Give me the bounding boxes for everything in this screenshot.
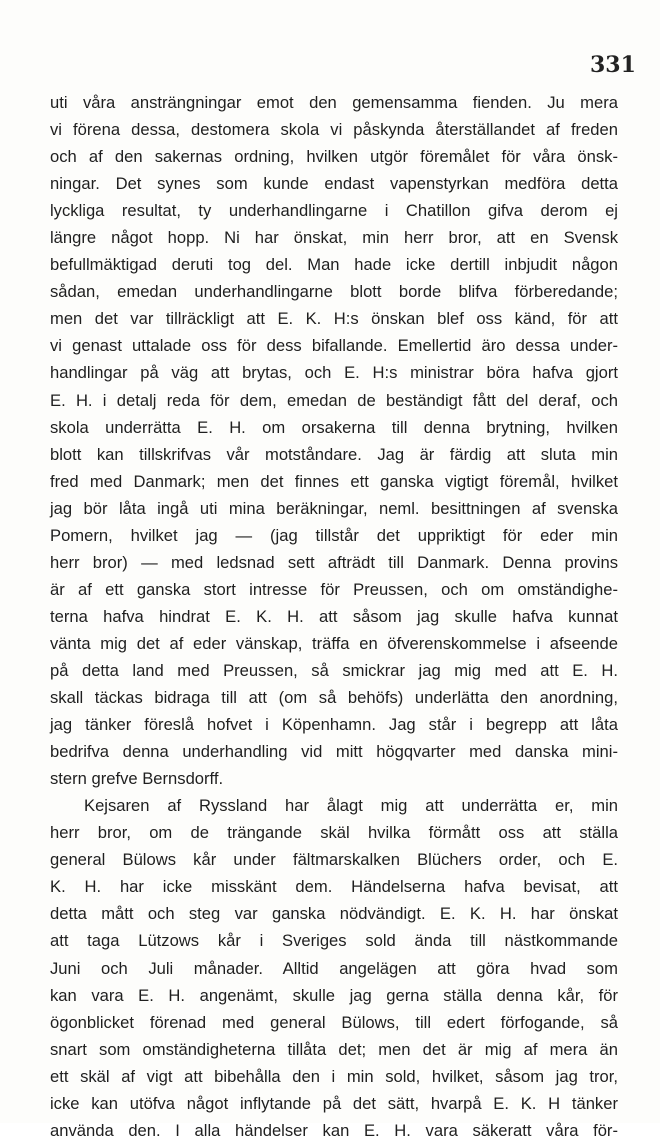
text-line: skall täckas bidraga till att (om så behöfs) underlätta den anordning, xyxy=(50,688,618,708)
text-line: att taga Lützows kår i Sveriges sold ända till nästkommande xyxy=(50,931,618,951)
text-line: jag tänker föreslå hofvet i Köpenhamn. Jag står i begrepp att låta xyxy=(50,715,618,735)
text-line: och af den sakernas ordning, hvilken utgör föremålet för våra önsk- xyxy=(50,147,618,167)
text-line: Pomern, hvilket jag — (jag tillstår det uppriktigt för eder min xyxy=(50,525,618,545)
text-line: uti våra ansträngningar emot den gemensamma fienden. Ju mera xyxy=(50,93,618,112)
text-line: snart som omständigheterna tillåta det; men det är mig af mera än xyxy=(50,1039,618,1059)
text-line: vi genast uttalade oss för dess bifallande. Emellertid äro dessa under- xyxy=(50,336,618,356)
text-line: vi förena dessa, destomera skola vi påskynda återställandet af freden xyxy=(50,120,618,140)
text-line: stern grefve Bernsdorff. xyxy=(50,769,224,789)
text-line: ningar. Det synes som kunde endast vapenstyrkan medföra detta xyxy=(50,174,618,194)
body-text xyxy=(50,89,618,1144)
text-line: ett skäl af vigt att bibehålla den i min sold, hvilket, såsom jag tror, xyxy=(50,1066,618,1086)
text-line: general Bülows kår under fältmarskalken Blüchers order, och E. xyxy=(50,850,618,870)
text-line: herr bror) — med ledsnad sett afträdt till Danmark. Denna provins xyxy=(50,552,618,572)
text-line: bedrifva denna underhandling vid mitt högqvarter med danska mini- xyxy=(50,742,618,762)
text-line: detta mått och steg var ganska nödvändigt. E. K. H. har önskat xyxy=(50,904,618,924)
text-line: på detta land med Preussen, så smickrar jag mig med att E. H. xyxy=(50,660,618,680)
text-line: är af ett ganska stort intresse för Preussen, och om omständighe- xyxy=(50,579,618,599)
text-line: K. H. har icke misskänt dem. Händelserna hafva bevisat, att xyxy=(50,877,618,897)
text-line: fred med Danmark; men det finnes ett ganska vigtigt föremål, hvilket xyxy=(50,471,618,491)
text-line: herr bror, om de trängande skäl hvilka förmått oss att ställa xyxy=(50,823,618,843)
text-line: befullmäktigad deruti tog del. Man hade icke dertill inbjudit någon xyxy=(50,255,618,275)
text-line: jag bör låta ingå uti mina beräkningar, neml. besittningen af svenska xyxy=(50,498,618,518)
text-line: skola underrätta E. H. om orsakerna till denna brytning, hvilken xyxy=(50,417,618,437)
page-number: 331 xyxy=(590,52,636,78)
text-line: kan vara E. H. angenämt, skulle jag gerna ställa denna kår, för xyxy=(50,985,618,1005)
text-line: Juni och Juli månader. Alltid angelägen att göra hvad som xyxy=(50,958,618,978)
text-line: handlingar på väg att brytas, och E. H:s ministrar böra hafva gjort xyxy=(50,363,618,383)
text-line: icke kan utöfva något inflytande på det sätt, hvarpå E. K. H tänker xyxy=(50,1093,618,1113)
text-line: Kejsaren af Ryssland har ålagt mig att underrätta er, min xyxy=(84,796,618,816)
text-line: men det var tillräckligt att E. K. H:s önskan blef oss känd, för att xyxy=(50,309,618,329)
text-line: blott kan tillskrifvas vår motståndare. Jag är färdig att sluta min xyxy=(50,444,618,464)
text-line: terna hafva hindrat E. K. H. att såsom jag skulle hafva kunnat xyxy=(50,606,618,626)
text-line: lyckliga resultat, ty underhandlingarne i Chatillon gifva derom ej xyxy=(50,201,618,221)
text-line: använda den. I alla händelser kan E. H. vara säkeratt våra för- xyxy=(50,1120,618,1140)
text-line: E. H. i detalj reda för dem, emedan de beständigt fått del deraf, och xyxy=(50,390,618,410)
text-line: längre något hopp. Ni har önskat, min herr bror, att en Svensk xyxy=(50,228,618,248)
text-line: ögonblicket förenad med general Bülows, till edert förfogande, så xyxy=(50,1012,618,1032)
text-line: vänta mig det af eder vänskap, träffa en öfverenskommelse i afseende xyxy=(50,633,618,653)
text-line: sådan, emedan underhandlingarne blott borde blifva förberedande; xyxy=(50,282,618,302)
